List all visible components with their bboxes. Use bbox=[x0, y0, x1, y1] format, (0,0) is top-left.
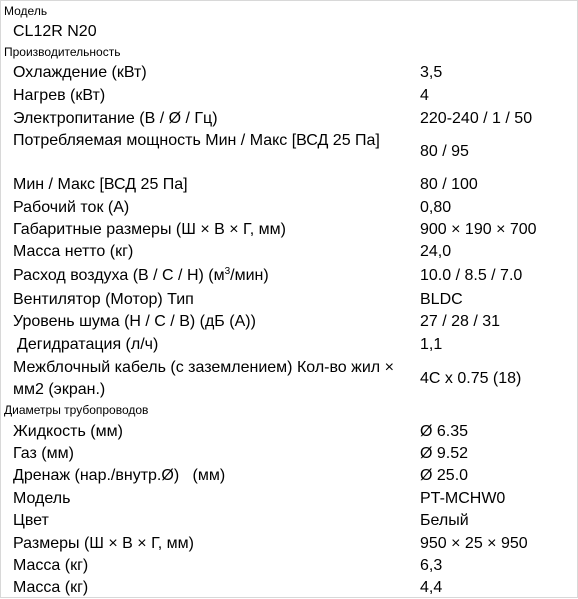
spec-label: Масса нетто (кг) bbox=[13, 243, 134, 260]
spec-value: 4,4 bbox=[420, 579, 443, 596]
spec-row-panel-dimensions bbox=[1, 533, 577, 555]
spec-row-net-weight bbox=[1, 241, 577, 263]
section-header-performance: Производительность bbox=[4, 45, 121, 59]
spec-label: Размеры (Ш × В × Г, мм) bbox=[13, 535, 194, 552]
spec-value: 0,80 bbox=[420, 199, 452, 216]
spec-label: Габаритные размеры (Ш × В × Г, мм) bbox=[13, 221, 286, 238]
spec-label: Межблочный кабель (с заземлением) Кол-во жил × мм2 (экран.) bbox=[13, 359, 394, 398]
model-name-row bbox=[1, 21, 577, 43]
spec-value: 4С x 0.75 (18) bbox=[420, 370, 522, 387]
spec-value: Ø 25.0 bbox=[420, 467, 469, 484]
spec-row-cooling bbox=[1, 62, 577, 84]
spec-value: Ø 6.35 bbox=[420, 423, 469, 440]
spec-value: 900 × 190 × 700 bbox=[420, 221, 537, 238]
spec-row-drain bbox=[1, 465, 577, 487]
spec-value: 1,1 bbox=[420, 336, 443, 353]
spec-label: Вентилятор (Мотор) Тип bbox=[13, 291, 194, 308]
spec-value: PT-MCHW0 bbox=[420, 490, 506, 507]
spec-row-min-max bbox=[1, 174, 577, 196]
spec-value: Ø 9.52 bbox=[420, 445, 469, 462]
spec-label: Потребляемая мощность Мин / Макс [ВСД 25 Па] bbox=[13, 132, 380, 149]
spec-row-panel-model bbox=[1, 488, 577, 510]
spec-label: Дегидратация (л/ч) bbox=[17, 336, 159, 353]
section-header-model: Модель bbox=[4, 4, 48, 18]
spec-row-noise bbox=[1, 311, 577, 333]
spec-value: 3,5 bbox=[420, 64, 443, 81]
spec-row-package-weight bbox=[1, 577, 577, 599]
spec-label: Жидкость (мм) bbox=[13, 423, 123, 440]
spec-label: Рабочий ток (А) bbox=[13, 199, 130, 216]
spec-value: 220-240 / 1 / 50 bbox=[420, 110, 533, 127]
spec-row-panel-weight bbox=[1, 555, 577, 577]
section-header-piping: Диаметры трубопроводов bbox=[4, 403, 149, 417]
airflow-label-unit: /мин) bbox=[230, 267, 269, 284]
spec-row-current bbox=[1, 197, 577, 219]
spec-value: 4 bbox=[420, 87, 429, 104]
spec-row-color bbox=[1, 510, 577, 532]
spec-label: Масса (кг) bbox=[13, 557, 89, 574]
spec-value: Белый bbox=[420, 512, 469, 529]
spec-row-power-consumption bbox=[1, 130, 577, 174]
spec-row-fan-type bbox=[1, 289, 577, 311]
spec-label: Мин / Макс [ВСД 25 Па] bbox=[13, 176, 188, 193]
spec-value: 24,0 bbox=[420, 243, 452, 260]
spec-row-gas-pipe bbox=[1, 443, 577, 465]
spec-label: Уровень шума (Н / С / В) (дБ (А)) bbox=[13, 313, 256, 330]
spec-label: Модель bbox=[13, 490, 71, 507]
spec-value: 27 / 28 / 31 bbox=[420, 313, 501, 330]
spec-value: BLDC bbox=[420, 291, 463, 308]
spec-value: 950 × 25 × 950 bbox=[420, 535, 528, 552]
spec-row-dimensions bbox=[1, 219, 577, 241]
superscript-three: 3 bbox=[224, 266, 231, 277]
spec-label: Электропитание (В / Ø / Гц) bbox=[13, 110, 218, 127]
spec-label: Масса (кг) bbox=[13, 579, 89, 596]
spec-label: Дренаж (нар./внутр.Ø) (мм) bbox=[13, 467, 226, 484]
spec-row-heating bbox=[1, 85, 577, 107]
spec-label: Газ (мм) bbox=[13, 445, 74, 462]
spec-row-liquid-pipe bbox=[1, 421, 577, 443]
spec-value: 10.0 / 8.5 / 7.0 bbox=[420, 267, 523, 284]
spec-row-dehumidification bbox=[1, 334, 577, 356]
airflow-label-text: Расход воздуха (В / С / Н) (м bbox=[13, 267, 225, 284]
spec-value: 6,3 bbox=[420, 557, 443, 574]
spec-row-interconnect-cable bbox=[1, 357, 577, 401]
spec-row-power-supply bbox=[1, 108, 577, 130]
spec-value: 80 / 100 bbox=[420, 176, 478, 193]
spec-label: Нагрев (кВт) bbox=[13, 87, 106, 104]
spec-value: 80 / 95 bbox=[420, 143, 469, 160]
model-name: CL12R N20 bbox=[13, 23, 97, 40]
spec-label: Охлаждение (кВт) bbox=[13, 64, 147, 81]
spec-label bbox=[13, 265, 408, 287]
spec-label: Цвет bbox=[13, 512, 49, 529]
spec-row-airflow bbox=[1, 265, 577, 287]
